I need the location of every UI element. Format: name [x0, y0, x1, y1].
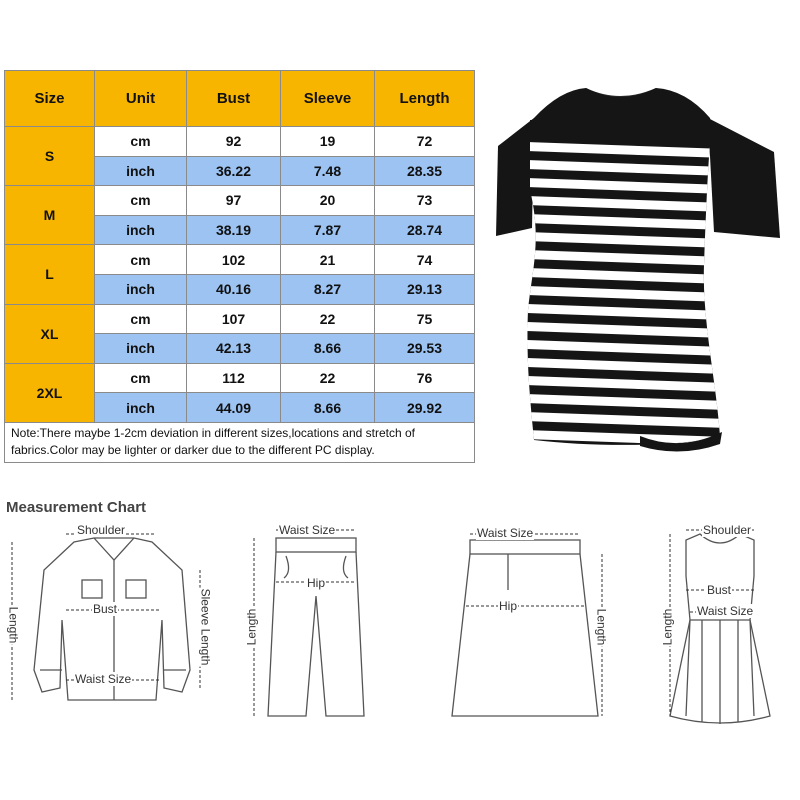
striped-maternity-tshirt-icon: [490, 60, 790, 460]
size-label-cell: M: [5, 186, 95, 245]
striped-maternity-tshirt-image: [490, 60, 790, 460]
value-cell: 74: [375, 245, 475, 275]
value-cell: 36.22: [187, 156, 281, 186]
skirt-diagram-icon: [448, 516, 618, 726]
table-row: [5, 304, 475, 334]
value-cell: 7.48: [281, 156, 375, 186]
size-table-body: [5, 71, 475, 463]
header-unit: Unit: [95, 71, 187, 127]
value-cell: 29.92: [375, 393, 475, 423]
size-label-cell: 2XL: [5, 363, 95, 422]
dress-diagram: [650, 516, 790, 730]
value-cell: 29.13: [375, 274, 475, 304]
shirt-length-label: Length: [6, 606, 21, 644]
shirt-sleeve-length-label: Sleeve Length: [198, 588, 213, 666]
value-cell: 76: [375, 363, 475, 393]
size-table: [4, 70, 475, 463]
value-cell: 28.74: [375, 215, 475, 245]
skirt-length-label: Length: [594, 608, 609, 646]
measurement-chart-title: Measurement Chart: [6, 499, 147, 516]
value-cell: 92: [187, 127, 281, 157]
skirt-diagram: [448, 516, 618, 726]
size-label-cell: L: [5, 245, 95, 304]
value-cell: 44.09: [187, 393, 281, 423]
skirt-hip-label: Hip: [499, 599, 518, 613]
table-row: [5, 245, 475, 275]
unit-cell: inch: [95, 334, 187, 364]
value-cell: 29.53: [375, 334, 475, 364]
shirt-bust-label: Bust: [93, 602, 118, 616]
value-cell: 102: [187, 245, 281, 275]
skirt-waist-label: Waist Size: [477, 526, 534, 540]
table-row: [5, 127, 475, 157]
header-length: Length: [375, 71, 475, 127]
value-cell: 8.66: [281, 334, 375, 364]
header-bust: Bust: [187, 71, 281, 127]
value-cell: 22: [281, 363, 375, 393]
dress-bust-label: Bust: [707, 583, 732, 597]
value-cell: 21: [281, 245, 375, 275]
shirt-waist-label: Waist Size: [75, 672, 132, 686]
value-cell: 40.16: [187, 274, 281, 304]
value-cell: 28.35: [375, 156, 475, 186]
header-size: Size: [5, 71, 95, 127]
value-cell: 73: [375, 186, 475, 216]
table-header-row: [5, 71, 475, 127]
pants-diagram: [226, 516, 366, 726]
pants-length-label: Length: [244, 608, 259, 646]
value-cell: 97: [187, 186, 281, 216]
size-label-cell: S: [5, 127, 95, 186]
unit-cell: cm: [95, 304, 187, 334]
header-sleeve: Sleeve: [281, 71, 375, 127]
value-cell: 42.13: [187, 334, 281, 364]
shirt-shoulder-label: Shoulder: [77, 523, 126, 537]
unit-cell: inch: [95, 215, 187, 245]
unit-cell: cm: [95, 245, 187, 275]
unit-cell: inch: [95, 156, 187, 186]
value-cell: 20: [281, 186, 375, 216]
dress-shoulder-label: Shoulder: [703, 523, 752, 537]
value-cell: 7.87: [281, 215, 375, 245]
dress-waist-label: Waist Size: [697, 604, 754, 618]
value-cell: 8.27: [281, 274, 375, 304]
value-cell: 19: [281, 127, 375, 157]
dress-length-label: Length: [660, 608, 675, 646]
shirt-diagram-icon: [4, 520, 214, 720]
value-cell: 107: [187, 304, 281, 334]
unit-cell: inch: [95, 274, 187, 304]
size-label-cell: XL: [5, 304, 95, 363]
value-cell: 72: [375, 127, 475, 157]
table-row: [5, 363, 475, 393]
pants-waist-label: Waist Size: [279, 523, 336, 537]
unit-cell: cm: [95, 363, 187, 393]
unit-cell: inch: [95, 393, 187, 423]
value-cell: 38.19: [187, 215, 281, 245]
table-note: Note:There maybe 1-2cm deviation in different sizes,locations and stretch of fabrics.Color may be lighter or darker due to the different PC display.: [5, 422, 475, 462]
pants-hip-label: Hip: [307, 576, 326, 590]
value-cell: 22: [281, 304, 375, 334]
unit-cell: cm: [95, 186, 187, 216]
table-row: [5, 186, 475, 216]
shirt-diagram: [4, 520, 214, 720]
value-cell: 75: [375, 304, 475, 334]
value-cell: 112: [187, 363, 281, 393]
unit-cell: cm: [95, 127, 187, 157]
value-cell: 8.66: [281, 393, 375, 423]
table-note-row: [5, 422, 475, 462]
